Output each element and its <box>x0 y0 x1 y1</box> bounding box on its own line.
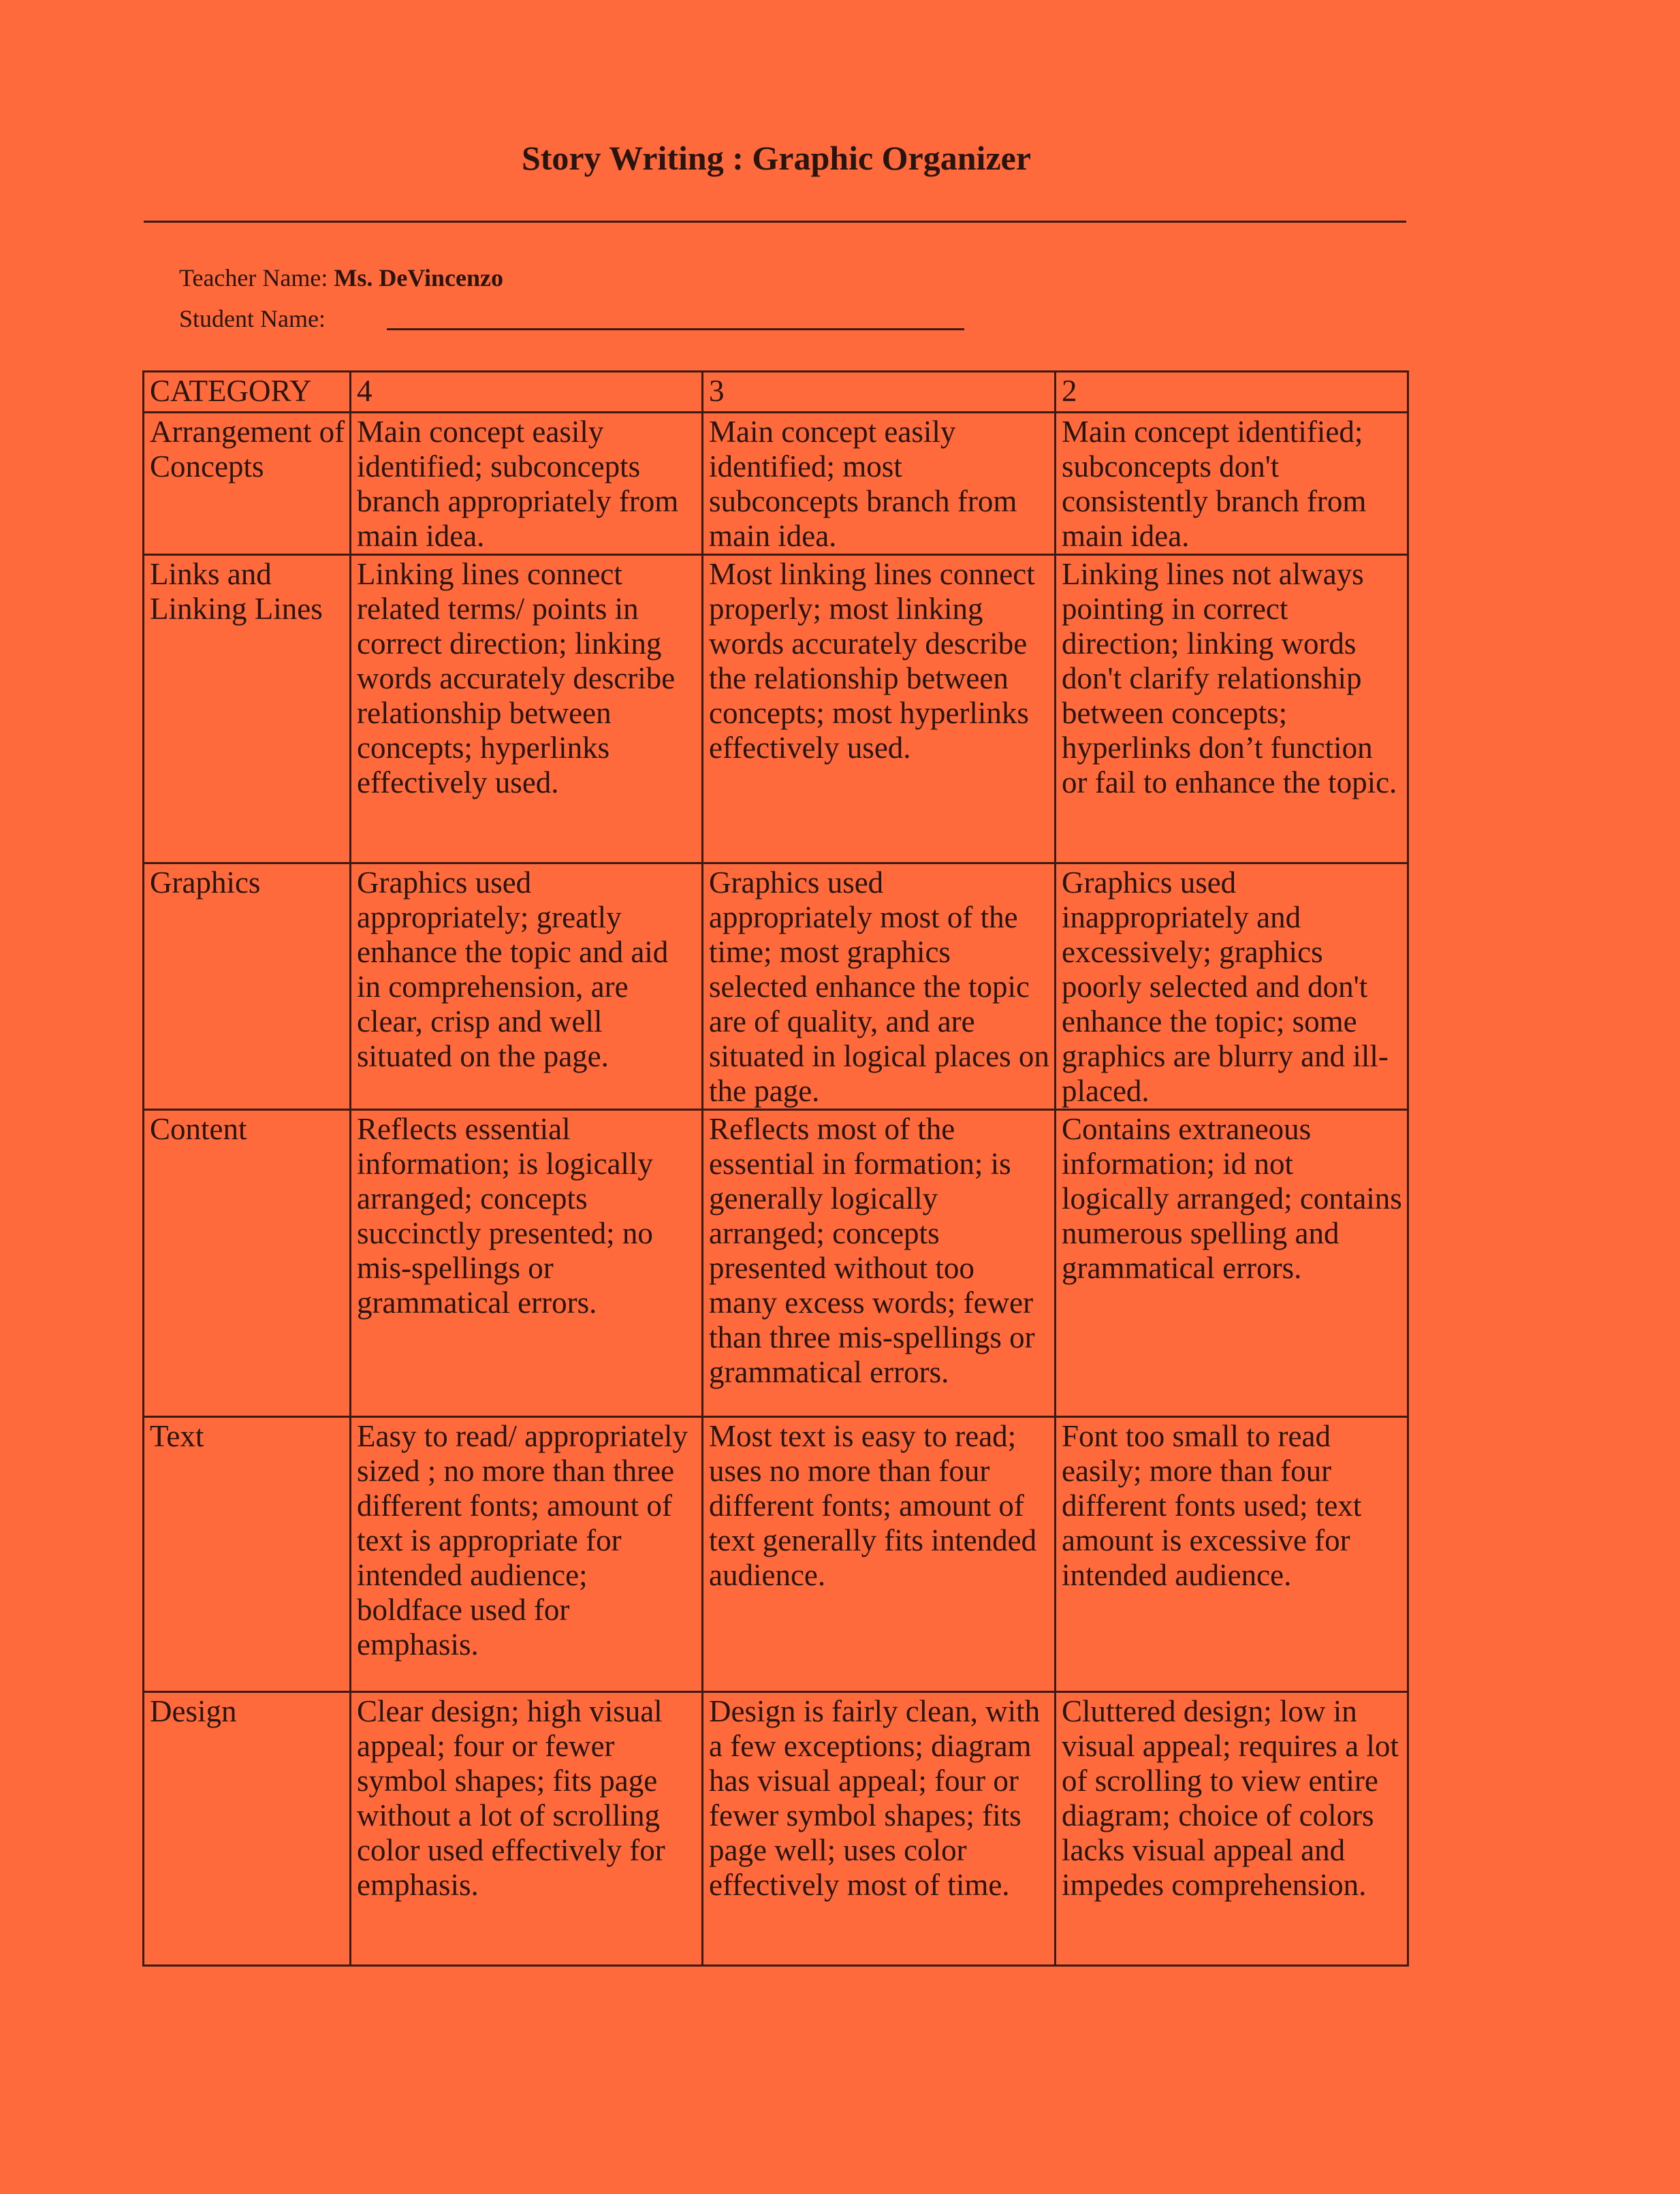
teacher-name-label: Teacher Name: <box>179 264 328 291</box>
category-cell: Design <box>144 1692 351 1966</box>
rubric-row-text <box>144 1417 1408 1692</box>
category-cell: Links and Linking Lines <box>144 555 351 863</box>
criteria-cell: Font too small to read easily; more than four different fonts used; text amount is excessive for intended audience. <box>1056 1417 1408 1692</box>
criteria-cell: Contains extraneous information; id not logically arranged; contains numerous spelling and grammatical errors. <box>1056 1110 1408 1417</box>
student-name-label: Student Name: <box>179 305 326 332</box>
rubric-row-arrangement <box>144 413 1408 555</box>
student-name-row <box>179 304 326 334</box>
criteria-cell: Linking lines connect related terms/ points in correct direction; linking words accurately describe relationship between concepts; hyperlinks effectively used. <box>351 555 703 863</box>
header-score-2: 2 <box>1056 372 1408 413</box>
rubric-row-design <box>144 1692 1408 1966</box>
rubric-row-links <box>144 555 1408 863</box>
student-name-line <box>387 328 964 330</box>
criteria-cell: Graphics used appropriately most of the time; most graphics selected enhance the topic are of quality, and are situated in logical places on the page. <box>703 863 1056 1110</box>
criteria-cell: Main concept easily identified; subconcepts branch appropriately from main idea. <box>351 413 703 555</box>
rubric-table <box>142 370 1409 1967</box>
criteria-cell: Graphics used inappropriately and excessively; graphics poorly selected and don't enhance the topic; some graphics are blurry and ill-placed. <box>1056 863 1408 1110</box>
teacher-name-row <box>179 263 503 293</box>
criteria-cell: Design is fairly clean, with a few exceptions; diagram has visual appeal; four or fewer symbol shapes; fits page well; uses color effectively most of time. <box>703 1692 1056 1966</box>
category-cell: Text <box>144 1417 351 1692</box>
title-divider <box>144 221 1406 223</box>
rubric-row-content <box>144 1110 1408 1417</box>
criteria-cell: Clear design; high visual appeal; four or fewer symbol shapes; fits page without a lot of scrolling color used effectively for emphasis. <box>351 1692 703 1966</box>
header-category: CATEGORY <box>144 372 351 413</box>
criteria-cell: Main concept easily identified; most subconcepts branch from main idea. <box>703 413 1056 555</box>
header-score-3: 3 <box>703 372 1056 413</box>
teacher-name-value: Ms. DeVincenzo <box>334 264 503 291</box>
rubric-header-row <box>144 372 1408 413</box>
criteria-cell: Reflects essential information; is logically arranged; concepts succinctly presented; no mis-spellings or grammatical errors. <box>351 1110 703 1417</box>
criteria-cell: Main concept identified; subconcepts don't consistently branch from main idea. <box>1056 413 1408 555</box>
criteria-cell: Cluttered design; low in visual appeal; requires a lot of scrolling to view entire diagram; choice of colors lacks visual appeal and impedes comprehension. <box>1056 1692 1408 1966</box>
criteria-cell: Most linking lines connect properly; most linking words accurately describe the relationship between concepts; most hyperlinks effectively used. <box>703 555 1056 863</box>
criteria-cell: Linking lines not always pointing in correct direction; linking words don't clarify relationship between concepts; hyperlinks don’t function or fail to enhance the topic. <box>1056 555 1408 863</box>
page-title: Story Writing : Graphic Organizer <box>521 139 1032 177</box>
category-cell: Content <box>144 1110 351 1417</box>
criteria-cell: Reflects most of the essential in formation; is generally logically arranged; concepts presented without too many excess words; fewer than three mis-spellings or grammatical errors. <box>703 1110 1056 1417</box>
criteria-cell: Most text is easy to read; uses no more than four different fonts; amount of text generally fits intended audience. <box>703 1417 1056 1692</box>
header-score-4: 4 <box>351 372 703 413</box>
category-cell: Graphics <box>144 863 351 1110</box>
criteria-cell: Graphics used appropriately; greatly enhance the topic and aid in comprehension, are clear, crisp and well situated on the page. <box>351 863 703 1110</box>
rubric-row-graphics <box>144 863 1408 1110</box>
category-cell: Arrangement of Concepts <box>144 413 351 555</box>
criteria-cell: Easy to read/ appropriately sized ; no more than three different fonts; amount of text is appropriate for intended audience; boldface used for emphasis. <box>351 1417 703 1692</box>
